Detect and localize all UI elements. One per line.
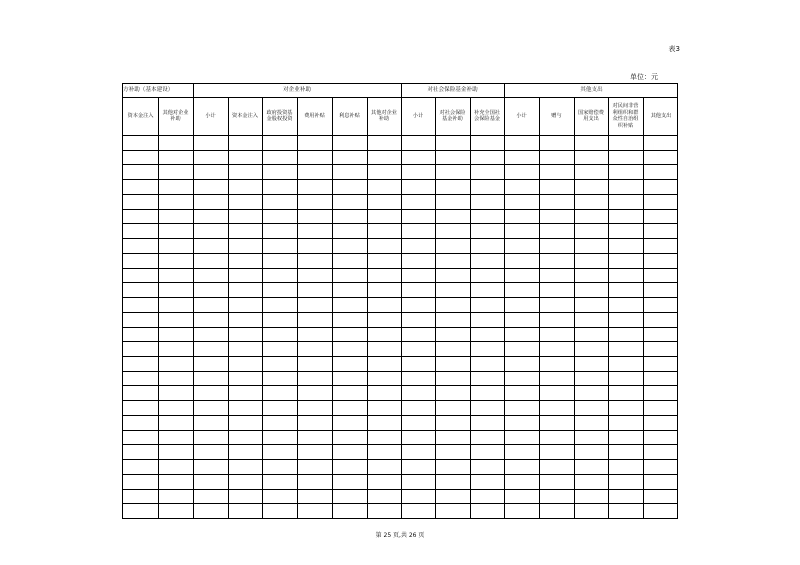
table-row-line (123, 459, 677, 460)
table-row-line (123, 164, 677, 165)
table-column-line (574, 97, 575, 518)
table-column-line (401, 84, 402, 518)
column-header: 其他对企业 补助 (371, 109, 397, 122)
table-row-line (123, 503, 677, 504)
table-row-line (123, 400, 677, 401)
table-row-line (123, 268, 677, 269)
column-header: 补充全国社 会保险基金 (474, 109, 500, 122)
table-column-line (158, 97, 159, 518)
expenditure-table (122, 83, 678, 519)
column-header: 政府投资基 金股权投资 (266, 109, 293, 122)
table-column-line (367, 97, 368, 518)
table-row-line (123, 282, 677, 283)
table-row-line (123, 253, 677, 254)
table-row-line (123, 341, 677, 342)
table-column-line (643, 97, 644, 518)
table-row-line (123, 444, 677, 445)
table-row-line (123, 474, 677, 475)
table-row-line (123, 97, 677, 98)
group-header: 对企业补助 (283, 87, 311, 94)
table-column-line (470, 97, 471, 518)
table-row-line (123, 179, 677, 180)
column-header: 国家赔偿费 用支出 (578, 109, 604, 122)
column-header: 其他支出 (650, 112, 672, 119)
table-row-line (123, 356, 677, 357)
column-header: 利息补贴 (339, 112, 360, 119)
table-column-line (297, 97, 298, 518)
table-row-line (123, 385, 677, 386)
table-number: 表3 (668, 45, 680, 53)
table-column-line (262, 97, 263, 518)
column-header: 资本金注入 (127, 112, 154, 119)
column-header: 赠与 (551, 112, 562, 119)
table-row-line (123, 209, 677, 210)
table-row-line (123, 223, 677, 224)
table-row-line (123, 297, 677, 298)
group-header: 对社会保险基金补助 (427, 87, 478, 94)
table-column-line (435, 97, 436, 518)
table-row-line (123, 312, 677, 313)
table-row-line (123, 238, 677, 239)
table-row-line (123, 135, 677, 136)
table-column-line (608, 97, 609, 518)
group-header: 方补助（基本建设） (123, 87, 174, 94)
table-row-line (123, 150, 677, 151)
column-header: 小计 (205, 112, 216, 119)
table-column-line (193, 84, 194, 518)
group-header: 其他支出 (580, 87, 603, 94)
table-row-line (123, 430, 677, 431)
page-footer: 第 25 页,共 26 页 (375, 532, 425, 539)
table-column-line (539, 97, 540, 518)
table-row-line (123, 489, 677, 490)
table-column-line (332, 97, 333, 518)
column-header: 资本金注入 (232, 112, 258, 119)
table-column-line (504, 84, 505, 518)
table-column-line (228, 97, 229, 518)
unit-label: 单位：元 (630, 73, 658, 81)
column-header: 其他对企业 补助 (162, 109, 189, 122)
column-header: 对社会保险 基金补助 (439, 109, 466, 122)
column-header: 费用补贴 (304, 112, 325, 119)
table-row-line (123, 194, 677, 195)
column-header: 小计 (516, 112, 527, 119)
table-row-line (123, 371, 677, 372)
table-row-line (123, 327, 677, 328)
table-row-line (123, 415, 677, 416)
column-header: 对民间非营 利组织和群 众性自治组 织补贴 (612, 103, 639, 129)
column-header: 小计 (412, 112, 424, 119)
